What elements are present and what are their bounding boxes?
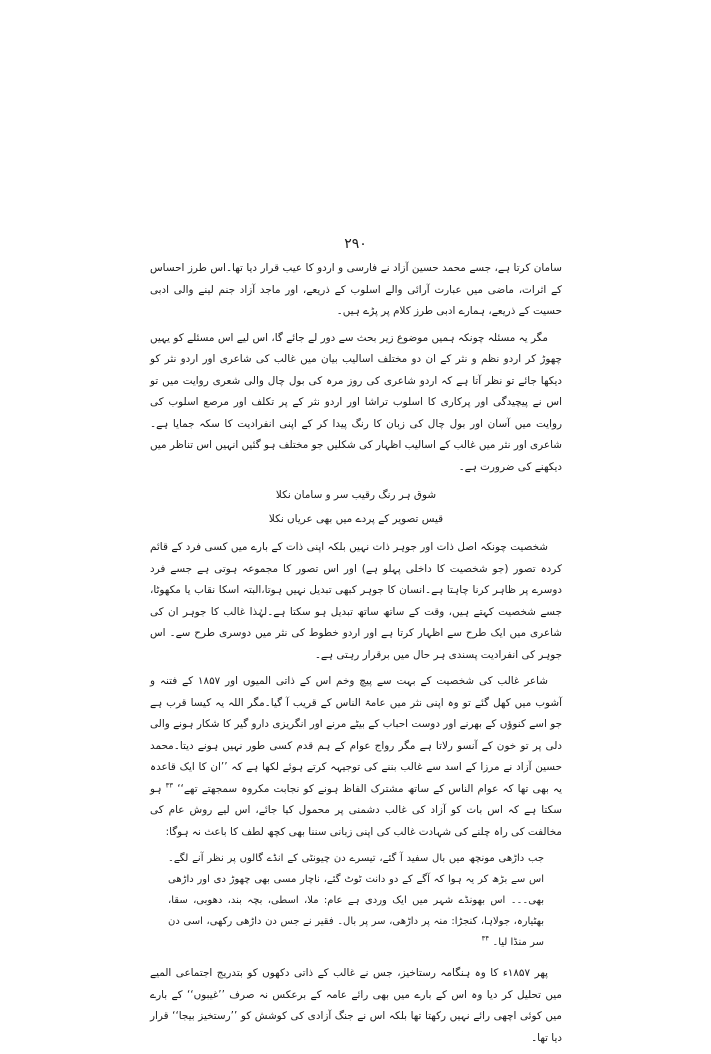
paragraph-3: شخصیت چونکہ اصل ذات اور جوہر ذات نہیں بلکہ اپنی ذات کے بارے میں کسی فرد کے قائم کردہ تصور (جو شخصیت کا داخلی پہلو ہے) اور اس تصور کا مجموعہ ہوتی ہے جسے فرد دوسرے پر ظاہر کرنا چاہتا ہے۔انسان کا جوہر کبھی تبدیل نہیں ہوتا،البتہ اسکا نقاب یا مکھوٹا، جسے شخصیت کہتے ہیں، وقت کے ساتھ ساتھ تبدیل ہو سکتا ہے۔لہٰذا غالب کا جوہر ان کی شاعری میں ایک طرح سے اظہار کرتا ہے اور اردو خطوط کی نثر میں دوسری طرح سے۔ اس جوہر کی انفرادیت پسندی ہر حال میں برقرار رہتی ہے۔ <box>150 541 562 661</box>
paragraph-4-text: شاعر غالب کی شخصیت کے بہت سے پیچ وخم اس کے ذاتی المیوں اور ۱۸۵۷ کے فتنہ و آشوب میں کھل گئے تو وہ اپنی نثر میں عامۃ الناس کے قریب آ گیا۔مگر اللہ یہ کیسا قرب ہے جو اسے کنوؤں کے بھرنے اور دوست احباب کے بیٹے مرنے اور انگریزی دارو گیر کا شکار ہونے والی دلی پر تو خون کے آنسو رلاتا ہے مگر رواج عوام کے ہم قدم کسی طور نہیں ہونے دیتا۔محمد حسین آزاد نے مرزا کے اسد سے غالب بننے کی توجیہہ کرتے ہوئے لکھا ہے کہ ’’ان کا ایک قاعدہ یہ بھی تھا کہ عوام الناس کے ساتھ مشترک الفاظ ہونے کو نجابت مکروہ سمجھتے تھے‘‘ <box>150 675 562 795</box>
quote-text: جب داڑھی مونچھ میں بال سفید آ گئے، تیسرے دن چیونٹی کے انڈے گالوں پر نظر آنے لگے۔ اس سے بڑھ کر یہ ہوا کہ آگے کے دو دانت ٹوٹ گئے، ناچار مسی بھی چھوڑ دی اور داڑھی بھی۔۔۔ اس بھونڈے شہر میں ایک وردی ہے عام: ملا، اسطی، بچہ بند، دھوبی، سقا، بھٹیارہ، جولاہا، کنجڑا: منہ پر داڑھی، سر پر بال۔ فقیر نے جس دن داڑھی رکھی، اسی دن سر منڈا لیا۔ <box>168 853 544 948</box>
paragraph-2: مگر یہ مسئلہ چونکہ ہمیں موضوع زیر بحث سے دور لے جائے گا، اس لیے اس مسئلے کو یہیں چھوڑ کر اردو نظم و نثر کے ان دو مختلف اسالیب بیان میں غالب کی شاعری اور اردو نثر کو دیکھا جائے تو نظر آتا ہے کہ اردو شاعری کی روز مرہ کی بول چال والی شعری روایت میں تو اس نے پیچیدگی اور پرکاری کا اسلوب تراشا اور اردو نثر کے پر تکلف اور مرصع اسلوب کی روایت میں آسان اور بول چال کی زبان کا رنگ پیدا کر کے اپنی انفرادیت کا سکہ جمایا ہے۔ شاعری اور نثر میں غالب کے اسالیب اظہار کی شکلیں جو مختلف ہو گئیں انہیں اس تناظر میں دیکھنے کی ضرورت ہے۔ <box>150 331 562 473</box>
footnote-ref-34: ۳۴ <box>481 934 490 943</box>
closing-paragraph: پھر ۱۸۵۷ء کا وہ ہنگامہ رستاخیز، جس نے غالب کے ذاتی دکھوں کو بتدریج اجتماعی المیے میں تحلیل کر دیا وہ اس کے بارے میں بھی رائے عامہ کے برعکس نہ صرف ’’غیبوں‘‘ کے بارے میں کوئی اچھی رائے نہیں رکھتا تھا بلکہ اس نے جنگ آزادی کی کوشش کو ’’رستخیز بیجا‘‘ قرار دیا تھا۔ <box>150 967 562 1044</box>
verse-line-2: قیس تصویر کے پردے میں بھی عریاں نکلا <box>268 513 444 525</box>
footnote-ref-33: ۳۳ <box>165 781 174 790</box>
paragraph-4 <box>150 671 562 843</box>
paragraph-4-continuation: ہو سکتا ہے کہ اس بات کو آزاد کی غالب دشمنی پر محمول کیا جائے، اس لیے روش عام کی مخالفت کی راہ چلنے کی شہادت غالب کی اپنی زبانی سننا بھی کچھ لطف کا باعث نہ ہوگا: <box>150 782 562 838</box>
verse-couplet <box>150 483 562 531</box>
body-text <box>150 258 562 1054</box>
paragraph-1: سامان کرتا ہے، جسے محمد حسین آزاد نے فارسی و اردو کا عیب قرار دیا تھا۔اس طرز احساس کے اثرات، ماضی میں عبارت آرائی والے اسلوب کے ذریعے، اور ماجد آزاد جنم لینے والی ادبی حسیت کے ذریعے، ہمارے ادبی طرز کلام پر پڑے ہیں۔ <box>150 262 562 317</box>
page-number: ۲۹۰ <box>344 236 367 252</box>
verse-line-1: شوق ہر رنگ رقیب سر و سامان نکلا <box>275 489 437 501</box>
block-quote <box>168 848 544 953</box>
